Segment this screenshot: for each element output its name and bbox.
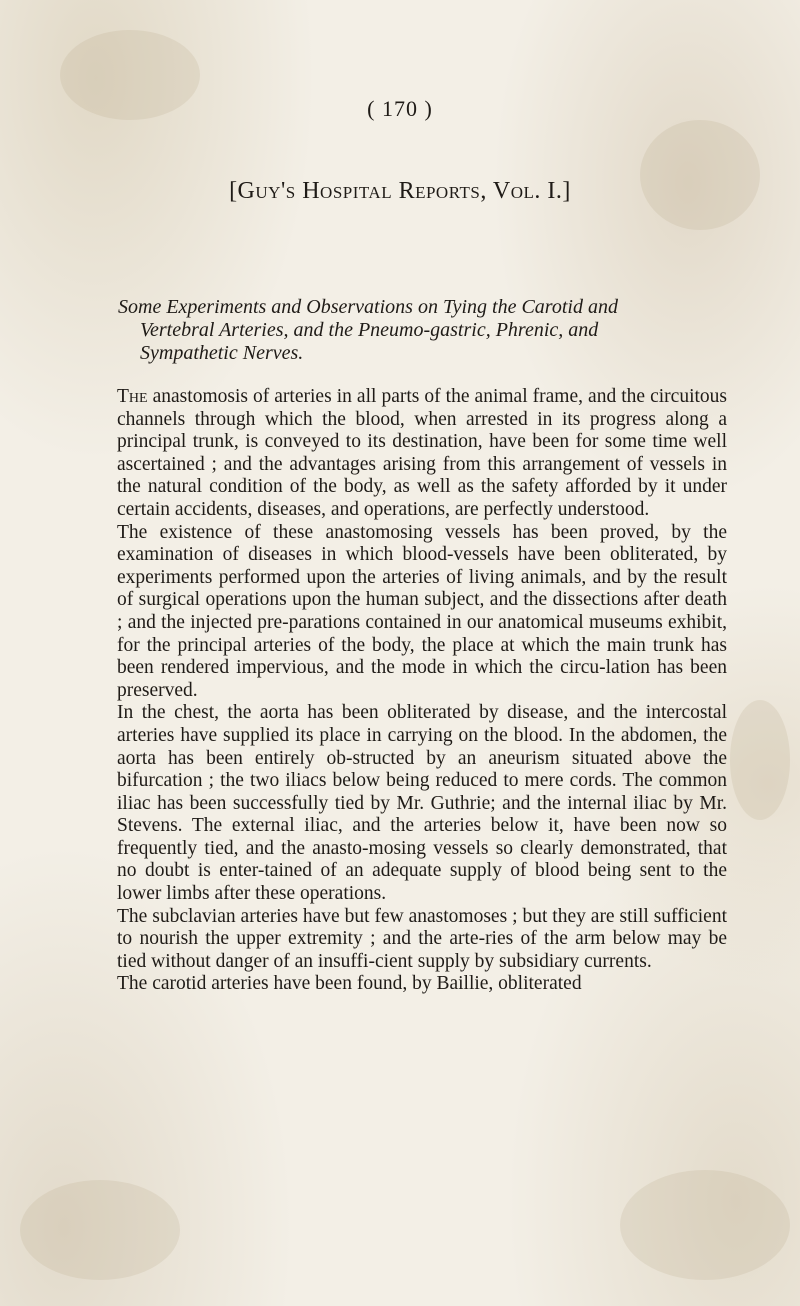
paper-stain: [620, 1170, 790, 1280]
running-head: [Guy's Hospital Reports, Vol. I.]: [229, 178, 571, 204]
paper-stain: [640, 120, 760, 230]
paper-stain: [730, 700, 790, 820]
paragraph: [117, 522, 727, 703]
paragraph-text: anastomosis of arteries in all parts of the animal frame, and the circuitous channels through which the blood, when arrested in its progress along a principal trunk, is conveyed to its destination, have been for some time well ascertained ; and the advantages arising from this arrangement of vessels in the natural condition of the body, as well as the safety afforded by it under certain accidents, diseases, and operations, are perfectly understood.: [117, 386, 727, 520]
paragraph-text: The carotid arteries have been found, by Baillie, obliterated: [117, 973, 582, 995]
paragraph: [117, 386, 727, 522]
paragraph: [117, 906, 727, 974]
paragraph-lead-word: The: [117, 386, 148, 407]
paper-stain: [20, 1180, 180, 1280]
title-line: Some Experiments and Observations on Tying the Carotid and: [118, 296, 618, 318]
title-line: Vertebral Arteries, and the Pneumo-gastric, Phrenic, and: [140, 319, 599, 341]
page-number: ( 170 ): [367, 96, 433, 121]
title-line: Sympathetic Nerves.: [140, 342, 304, 364]
paragraph-text: The subclavian arteries have but few anastomoses ; but they are still sufficient to nourish the upper extremity ; and the arte-ries of the arm below may be tied without danger of an insuffi-cient supply by subsidiary currents.: [117, 905, 727, 972]
paragraph-text: The existence of these anastomosing vessels has been proved, by the examination of diseases in which blood-vessels have been obliterated, by experiments performed upon the arteries of living animals, and by the result of surgical operations upon the human subject, and the dissections after death ; and the injected pre-parations contained in our anatomical museums exhibit, for the principal arteries of the body, the place at which the main trunk has been rendered impervious, and the mode in which the circu-lation has been preserved.: [117, 521, 727, 701]
paragraph: [117, 702, 727, 905]
article-title: [118, 296, 718, 365]
paragraph: [117, 973, 727, 996]
body-text: [117, 386, 727, 996]
paragraph-text: In the chest, the aorta has been obliterated by disease, and the intercostal arteries have supplied its place in carrying on the blood. In the abdomen, the aorta has been entirely ob-structed by an aneurism situated above the bifurcation ; the two iliacs below being reduced to mere cords. The common iliac has been successfully tied by Mr. Guthrie; and the internal iliac by Mr. Stevens. The external iliac, and the arteries below it, have been now so frequently tied, and the anasto-mosing vessels so clearly demonstrated, that no doubt is enter-tained of an adequate supply of blood being sent to the lower limbs after these operations.: [117, 702, 727, 905]
